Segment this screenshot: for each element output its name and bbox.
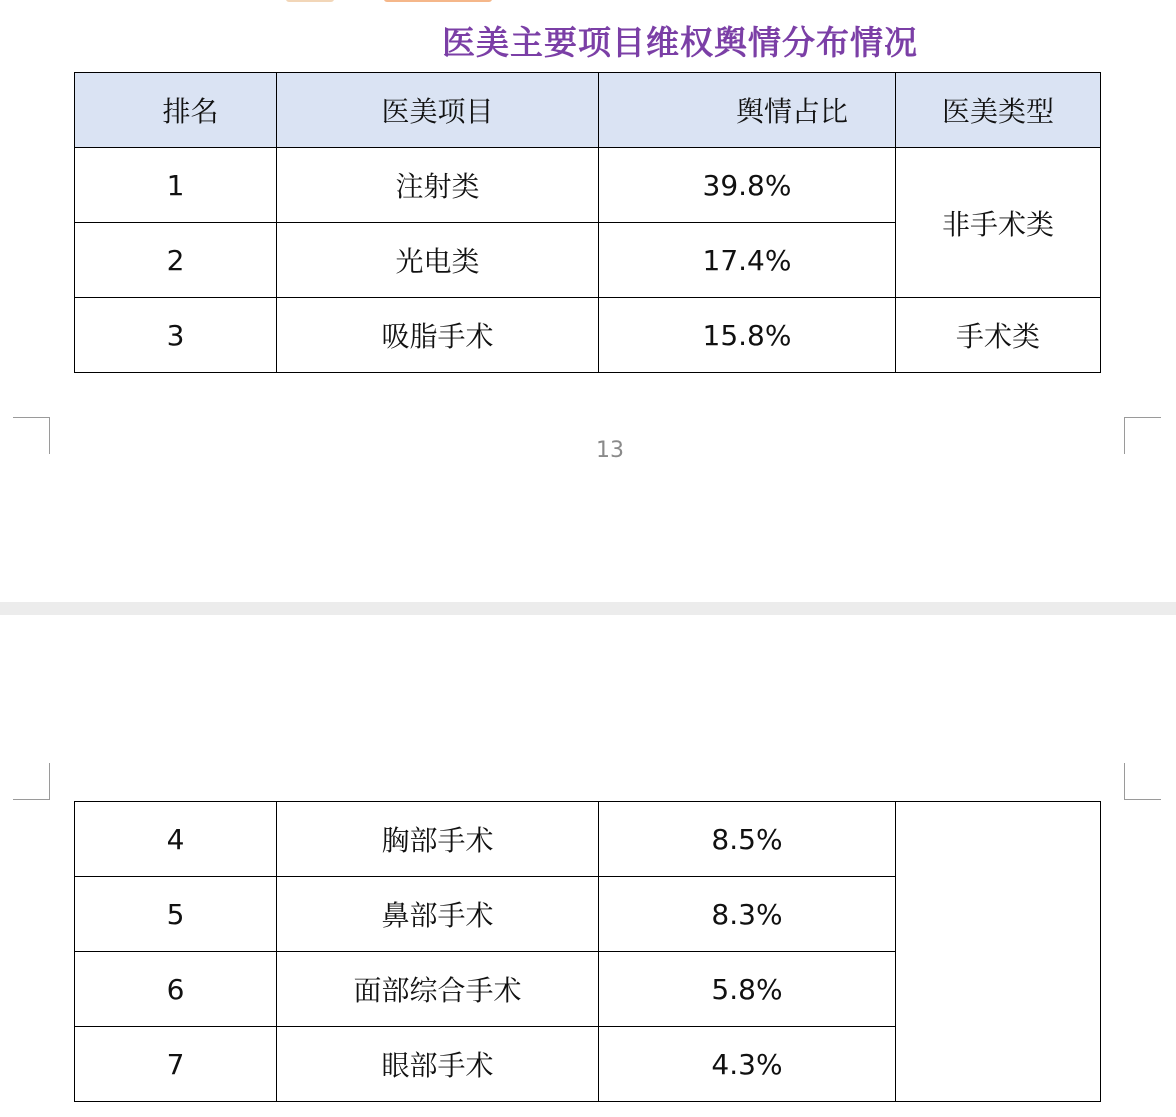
- type-cell-surgical: 手术类: [896, 298, 1101, 373]
- crop-mark-bottom-left: [13, 763, 50, 800]
- share-cell: 8.5%: [599, 802, 896, 877]
- type-cell-non-surgical: 非手术类: [896, 148, 1101, 298]
- crop-mark-top-right: [1124, 417, 1161, 454]
- project-cell: 注射类: [277, 148, 599, 223]
- rank-cell: 1: [75, 148, 277, 223]
- share-cell: 4.3%: [599, 1027, 896, 1102]
- document-title: 医美主要项目维权舆情分布情况: [442, 23, 918, 62]
- crop-mark-top-left: [13, 417, 50, 454]
- header-type: 医美类型: [896, 73, 1101, 148]
- toolbar-tab-active[interactable]: [384, 0, 492, 2]
- project-cell: 吸脂手术: [277, 298, 599, 373]
- project-table-part-1: [74, 72, 1101, 373]
- header-share: 舆情占比: [599, 73, 896, 148]
- rank-cell: 4: [75, 802, 277, 877]
- share-cell: 39.8%: [599, 148, 896, 223]
- project-table-part-2: [74, 801, 1101, 1102]
- table-row: [75, 298, 1101, 373]
- rank-cell: 5: [75, 877, 277, 952]
- share-cell: 15.8%: [599, 298, 896, 373]
- project-cell: 眼部手术: [277, 1027, 599, 1102]
- toolbar-tab[interactable]: [286, 0, 334, 2]
- crop-mark-bottom-right: [1124, 763, 1161, 800]
- share-cell: 17.4%: [599, 223, 896, 298]
- type-cell-empty: [896, 802, 1101, 1102]
- project-cell: 光电类: [277, 223, 599, 298]
- project-cell: 鼻部手术: [277, 877, 599, 952]
- rank-cell: 2: [75, 223, 277, 298]
- header-rank: 排名: [75, 73, 277, 148]
- header-project: 医美项目: [277, 73, 599, 148]
- table-row: [75, 802, 1101, 877]
- page-number: 13: [596, 438, 624, 463]
- project-cell: 胸部手术: [277, 802, 599, 877]
- share-cell: 8.3%: [599, 877, 896, 952]
- rank-cell: 7: [75, 1027, 277, 1102]
- table-header-row: [75, 73, 1101, 148]
- share-cell: 5.8%: [599, 952, 896, 1027]
- project-cell: 面部综合手术: [277, 952, 599, 1027]
- page-separator: [0, 602, 1176, 615]
- rank-cell: 3: [75, 298, 277, 373]
- table-row: [75, 148, 1101, 223]
- rank-cell: 6: [75, 952, 277, 1027]
